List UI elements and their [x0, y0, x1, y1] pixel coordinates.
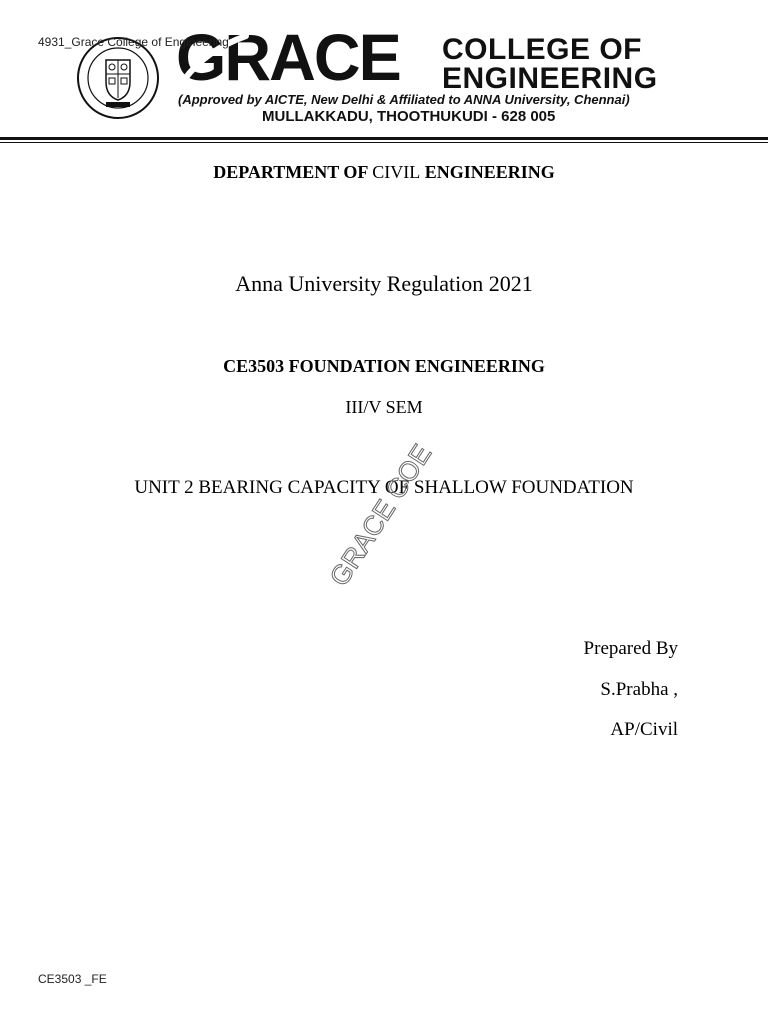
footer-code: CE3503 _FE — [38, 972, 107, 986]
brand-wordmark: GRACE — [176, 20, 400, 94]
prepared-by-label: Prepared By — [583, 638, 678, 659]
regulation-title: Anna University Regulation 2021 — [235, 271, 533, 296]
department-suffix: ENGINEERING — [424, 162, 555, 182]
author-designation: AP/Civil — [610, 719, 678, 740]
unit-title: UNIT 2 BEARING CAPACITY OF SHALLOW FOUNDATION — [134, 477, 634, 498]
department-prefix: DEPARTMENT OF — [213, 162, 368, 182]
brand-tail-line2: ENGINEERING — [442, 62, 658, 95]
document-id: 4931_Grace College of Engineering — [38, 35, 229, 49]
approval-note: (Approved by AICTE, New Delhi & Affiliated to ANNA University, Chennai) — [178, 92, 630, 107]
department-name: CIVIL — [372, 162, 421, 182]
college-address: MULLAKKADU, THOOTHUKUDI - 628 005 — [262, 108, 556, 125]
author-name: S.Prabha , — [600, 679, 678, 700]
watermark: GRACE COE — [323, 439, 438, 592]
semester-label: III/V SEM — [345, 397, 423, 417]
header-rule-thin — [0, 142, 768, 143]
department-heading — [0, 162, 768, 183]
brand-tail-line1: COLLEGE OF — [442, 33, 642, 66]
header-rule — [0, 137, 768, 140]
course-title: CE3503 FOUNDATION ENGINEERING — [223, 356, 545, 376]
